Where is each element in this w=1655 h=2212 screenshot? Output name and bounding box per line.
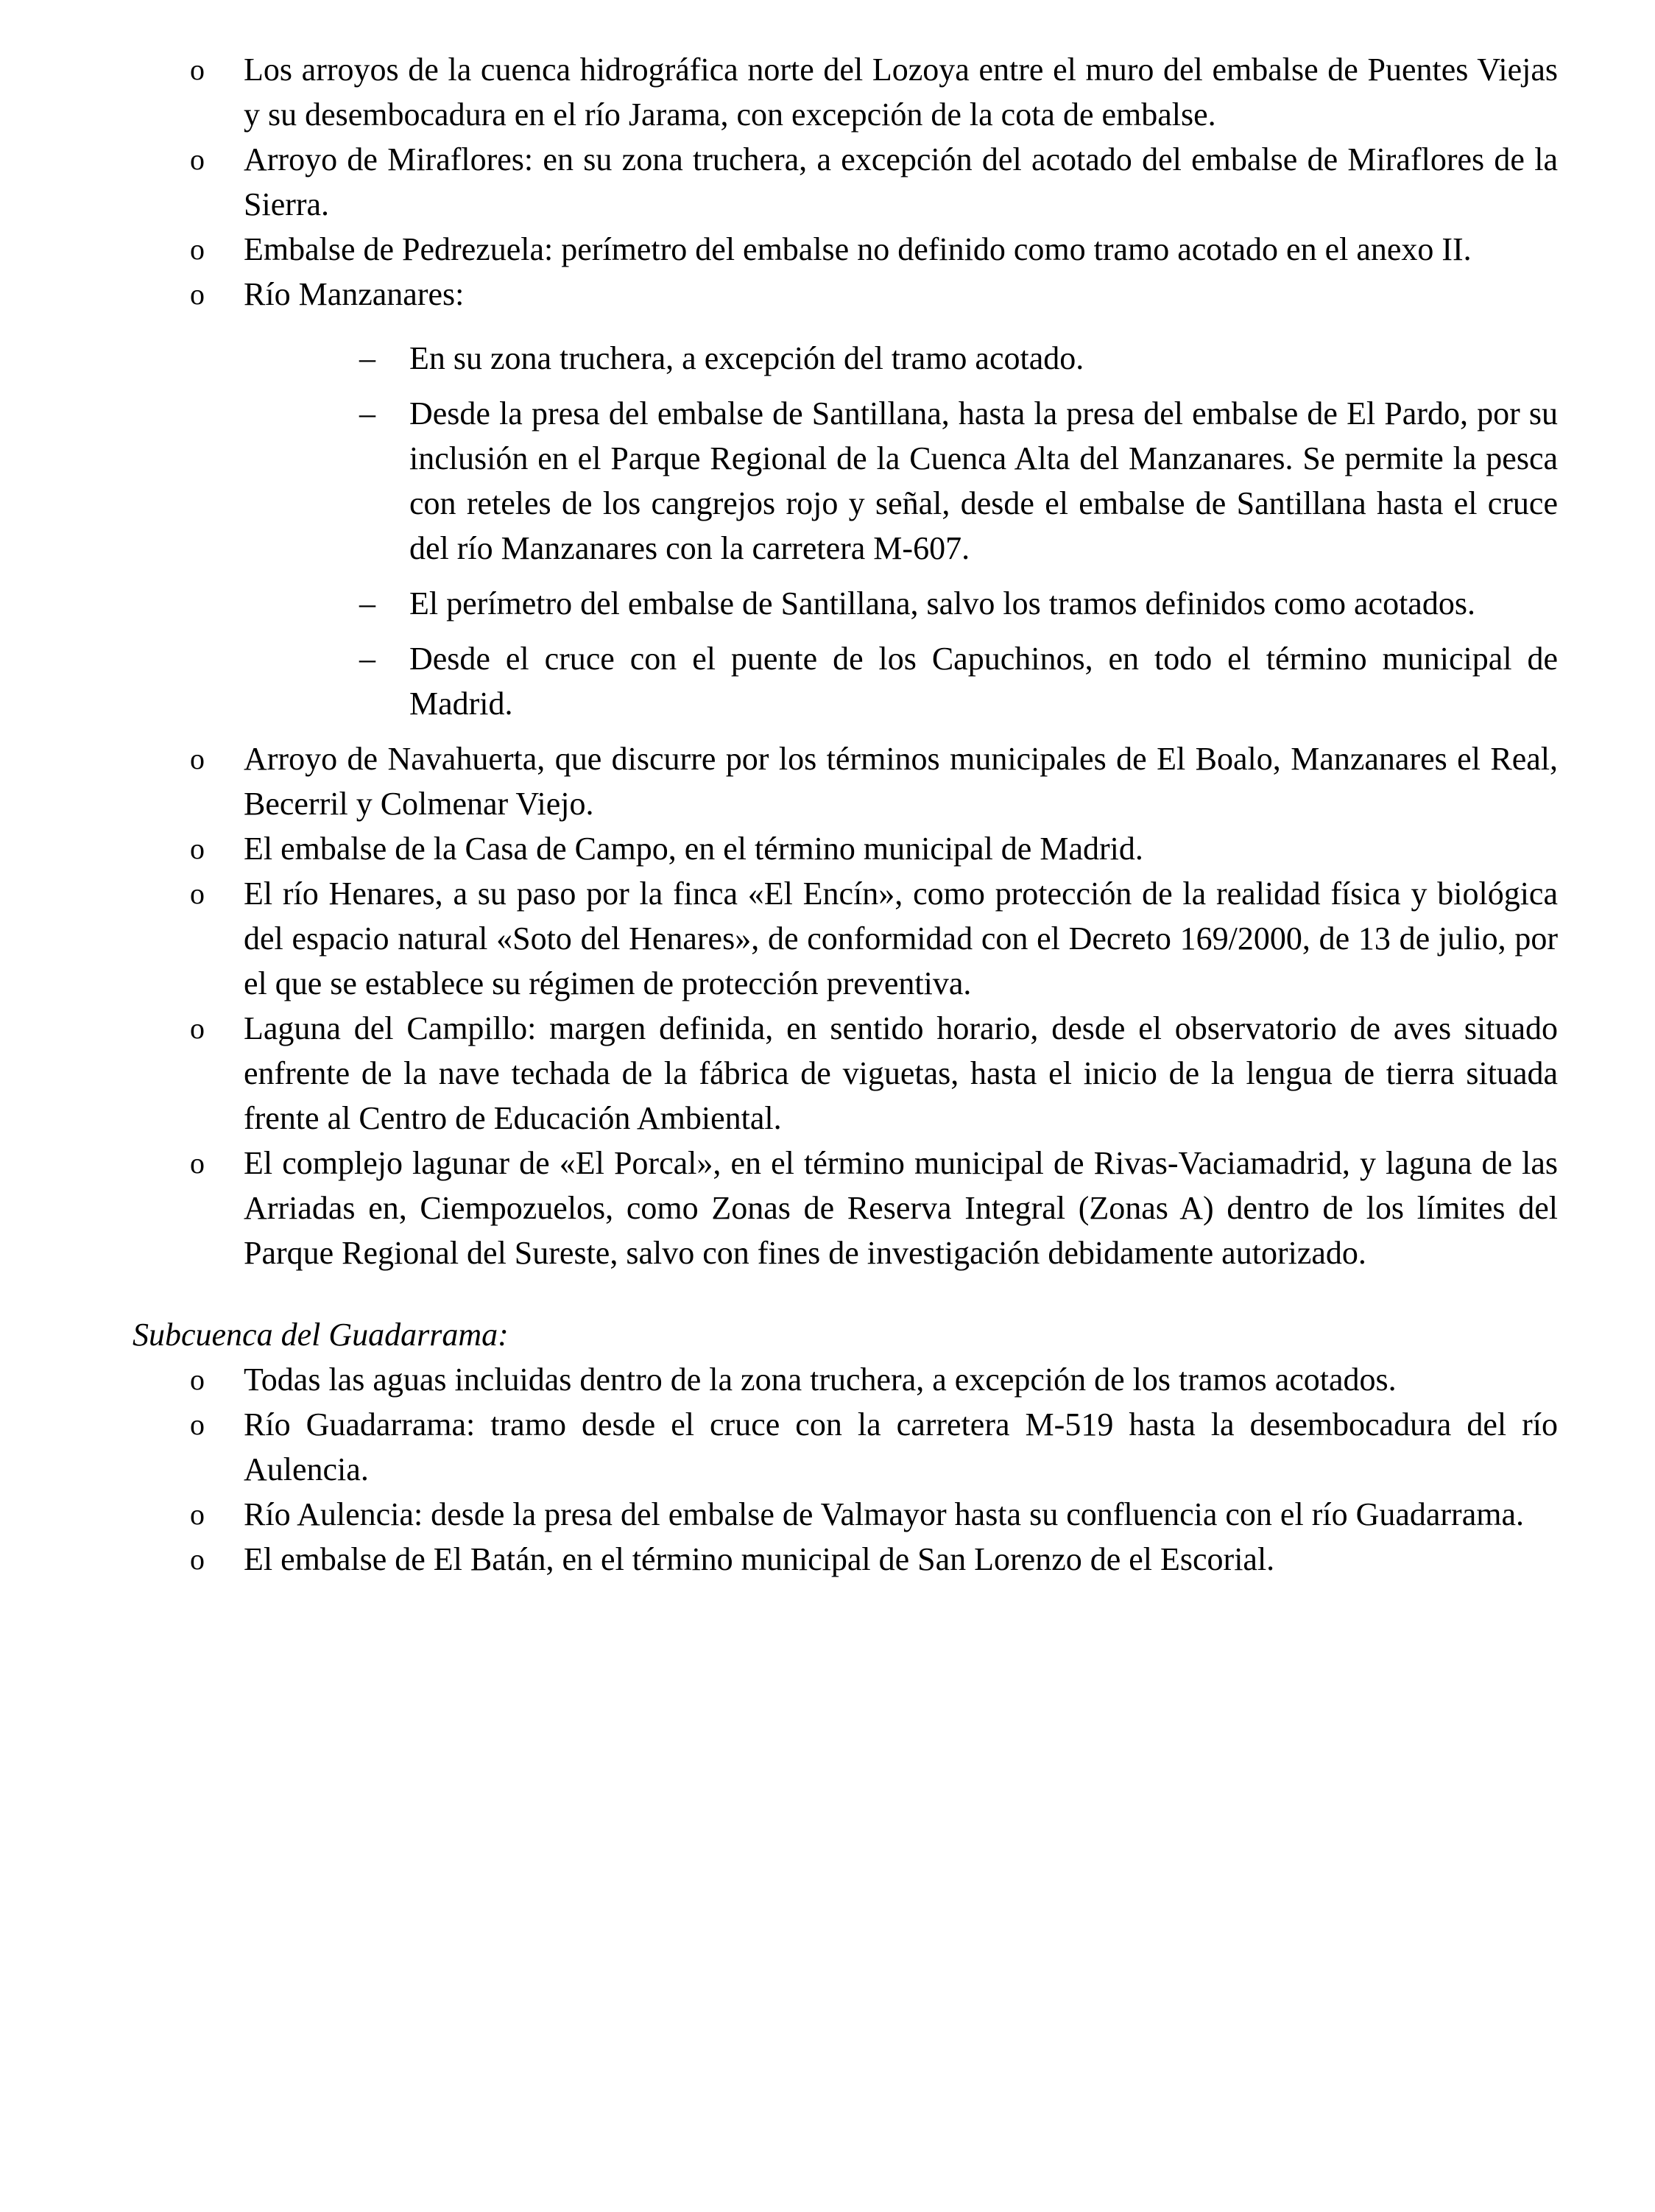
list-item-text: Laguna del Campillo: margen definida, en sentido horario, desde el observatorio de aves situado enfrente de la nave techada de la fábrica de viguetas, hasta el inicio de la lengua de tierra situada frente al Centro de Educación Ambiental. xyxy=(244,1010,1558,1136)
bullet-icon: o xyxy=(190,742,205,775)
dash-icon: – xyxy=(359,340,375,376)
bullet-icon: o xyxy=(190,233,205,266)
sub-list-item-text: Desde la presa del embalse de Santillana, hasta la presa del embalse de El Pardo, por su inclusión en el Parque Regional de la Cuenca Alta del Manzanares. Se permite la pesca con reteles de los cangrejos rojo y señal, desde el embalse de Santillana hasta el cruce del río Manzanares con la carretera M-607. xyxy=(409,395,1558,566)
sub-list-item xyxy=(133,336,1558,381)
list-item-text: Río Aulencia: desde la presa del embalse de Valmayor hasta su confluencia con el río Guadarrama. xyxy=(244,1496,1524,1532)
manzanares-sublist xyxy=(133,336,1558,726)
bullet-icon: o xyxy=(190,877,205,910)
list-item xyxy=(133,1537,1558,1582)
list-item xyxy=(133,272,1558,317)
list-item xyxy=(133,227,1558,272)
bullet-icon: o xyxy=(190,1146,205,1180)
list-item xyxy=(133,1402,1558,1492)
list-item-text: Río Manzanares: xyxy=(244,276,465,312)
list-item-text: Arroyo de Navahuerta, que discurre por los términos municipales de El Boalo, Manzanares el Real, Becerril y Colmenar Viejo. xyxy=(244,741,1558,822)
list-item-text: El embalse de la Casa de Campo, en el término municipal de Madrid. xyxy=(244,831,1143,867)
list-item xyxy=(133,137,1558,227)
list-item-text: El río Henares, a su paso por la finca «El Encín», como protección de la realidad física y biológica del espacio natural «Soto del Henares», de conformidad con el Decreto 169/2000, de 13 de julio, por el que se establece su régimen de protección preventiva. xyxy=(244,876,1558,1001)
bullet-icon: o xyxy=(190,143,205,176)
bullet-icon: o xyxy=(190,278,205,311)
sub-list-item-text: El perímetro del embalse de Santillana, salvo los tramos definidos como acotados. xyxy=(409,585,1475,621)
list-item xyxy=(133,736,1558,826)
list-item-text: Arroyo de Miraflores: en su zona truchera, a excepción del acotado del embalse de Miraflores de la Sierra. xyxy=(244,141,1558,222)
sub-list-item xyxy=(133,581,1558,626)
list-item xyxy=(133,47,1558,137)
list-item-text: Río Guadarrama: tramo desde el cruce con la carretera M-519 hasta la desembocadura del río Aulencia. xyxy=(244,1406,1558,1487)
bullet-icon: o xyxy=(190,832,205,865)
bullet-icon: o xyxy=(190,1543,205,1576)
list-item-text: El embalse de El Batán, en el término municipal de San Lorenzo de el Escorial. xyxy=(244,1541,1275,1577)
list-item-text: El complejo lagunar de «El Porcal», en el término municipal de Rivas-Vaciamadrid, y laguna de las Arriadas en, Ciempozuelos, como Zonas de Reserva Integral (Zonas A) dentro de los límites del Parque Regional del Sureste, salvo con fines de investigación debidamente autorizado. xyxy=(244,1145,1558,1271)
dash-icon: – xyxy=(359,395,375,432)
dash-icon: – xyxy=(359,641,375,677)
bullet-icon: o xyxy=(190,1498,205,1531)
list-item-text: Embalse de Pedrezuela: perímetro del embalse no definido como tramo acotado en el anexo II. xyxy=(244,231,1472,267)
sub-list-item-text: En su zona truchera, a excepción del tramo acotado. xyxy=(409,340,1084,376)
document-page xyxy=(133,47,1558,1582)
list-item xyxy=(133,1357,1558,1402)
sub-list-item-text: Desde el cruce con el puente de los Capuchinos, en todo el término municipal de Madrid. xyxy=(409,641,1558,722)
list-item xyxy=(133,871,1558,1006)
list-item-text: Todas las aguas incluidas dentro de la zona truchera, a excepción de los tramos acotados. xyxy=(244,1362,1397,1398)
sub-list-item xyxy=(133,636,1558,726)
list-item xyxy=(133,826,1558,871)
list-item xyxy=(133,1006,1558,1141)
bullet-icon: o xyxy=(190,1012,205,1045)
bullet-icon: o xyxy=(190,53,205,86)
dash-icon: – xyxy=(359,585,375,621)
list-item xyxy=(133,1141,1558,1275)
bullet-icon: o xyxy=(190,1408,205,1441)
section-heading-guadarrama: Subcuenca del Guadarrama: xyxy=(133,1317,509,1353)
bullet-icon: o xyxy=(190,1363,205,1396)
sub-list-item xyxy=(133,391,1558,571)
list-item xyxy=(133,1492,1558,1537)
list-item-text: Los arroyos de la cuenca hidrográfica norte del Lozoya entre el muro del embalse de Puentes Viejas y su desembocadura en el río Jarama, con excepción de la cota de embalse. xyxy=(244,52,1558,133)
